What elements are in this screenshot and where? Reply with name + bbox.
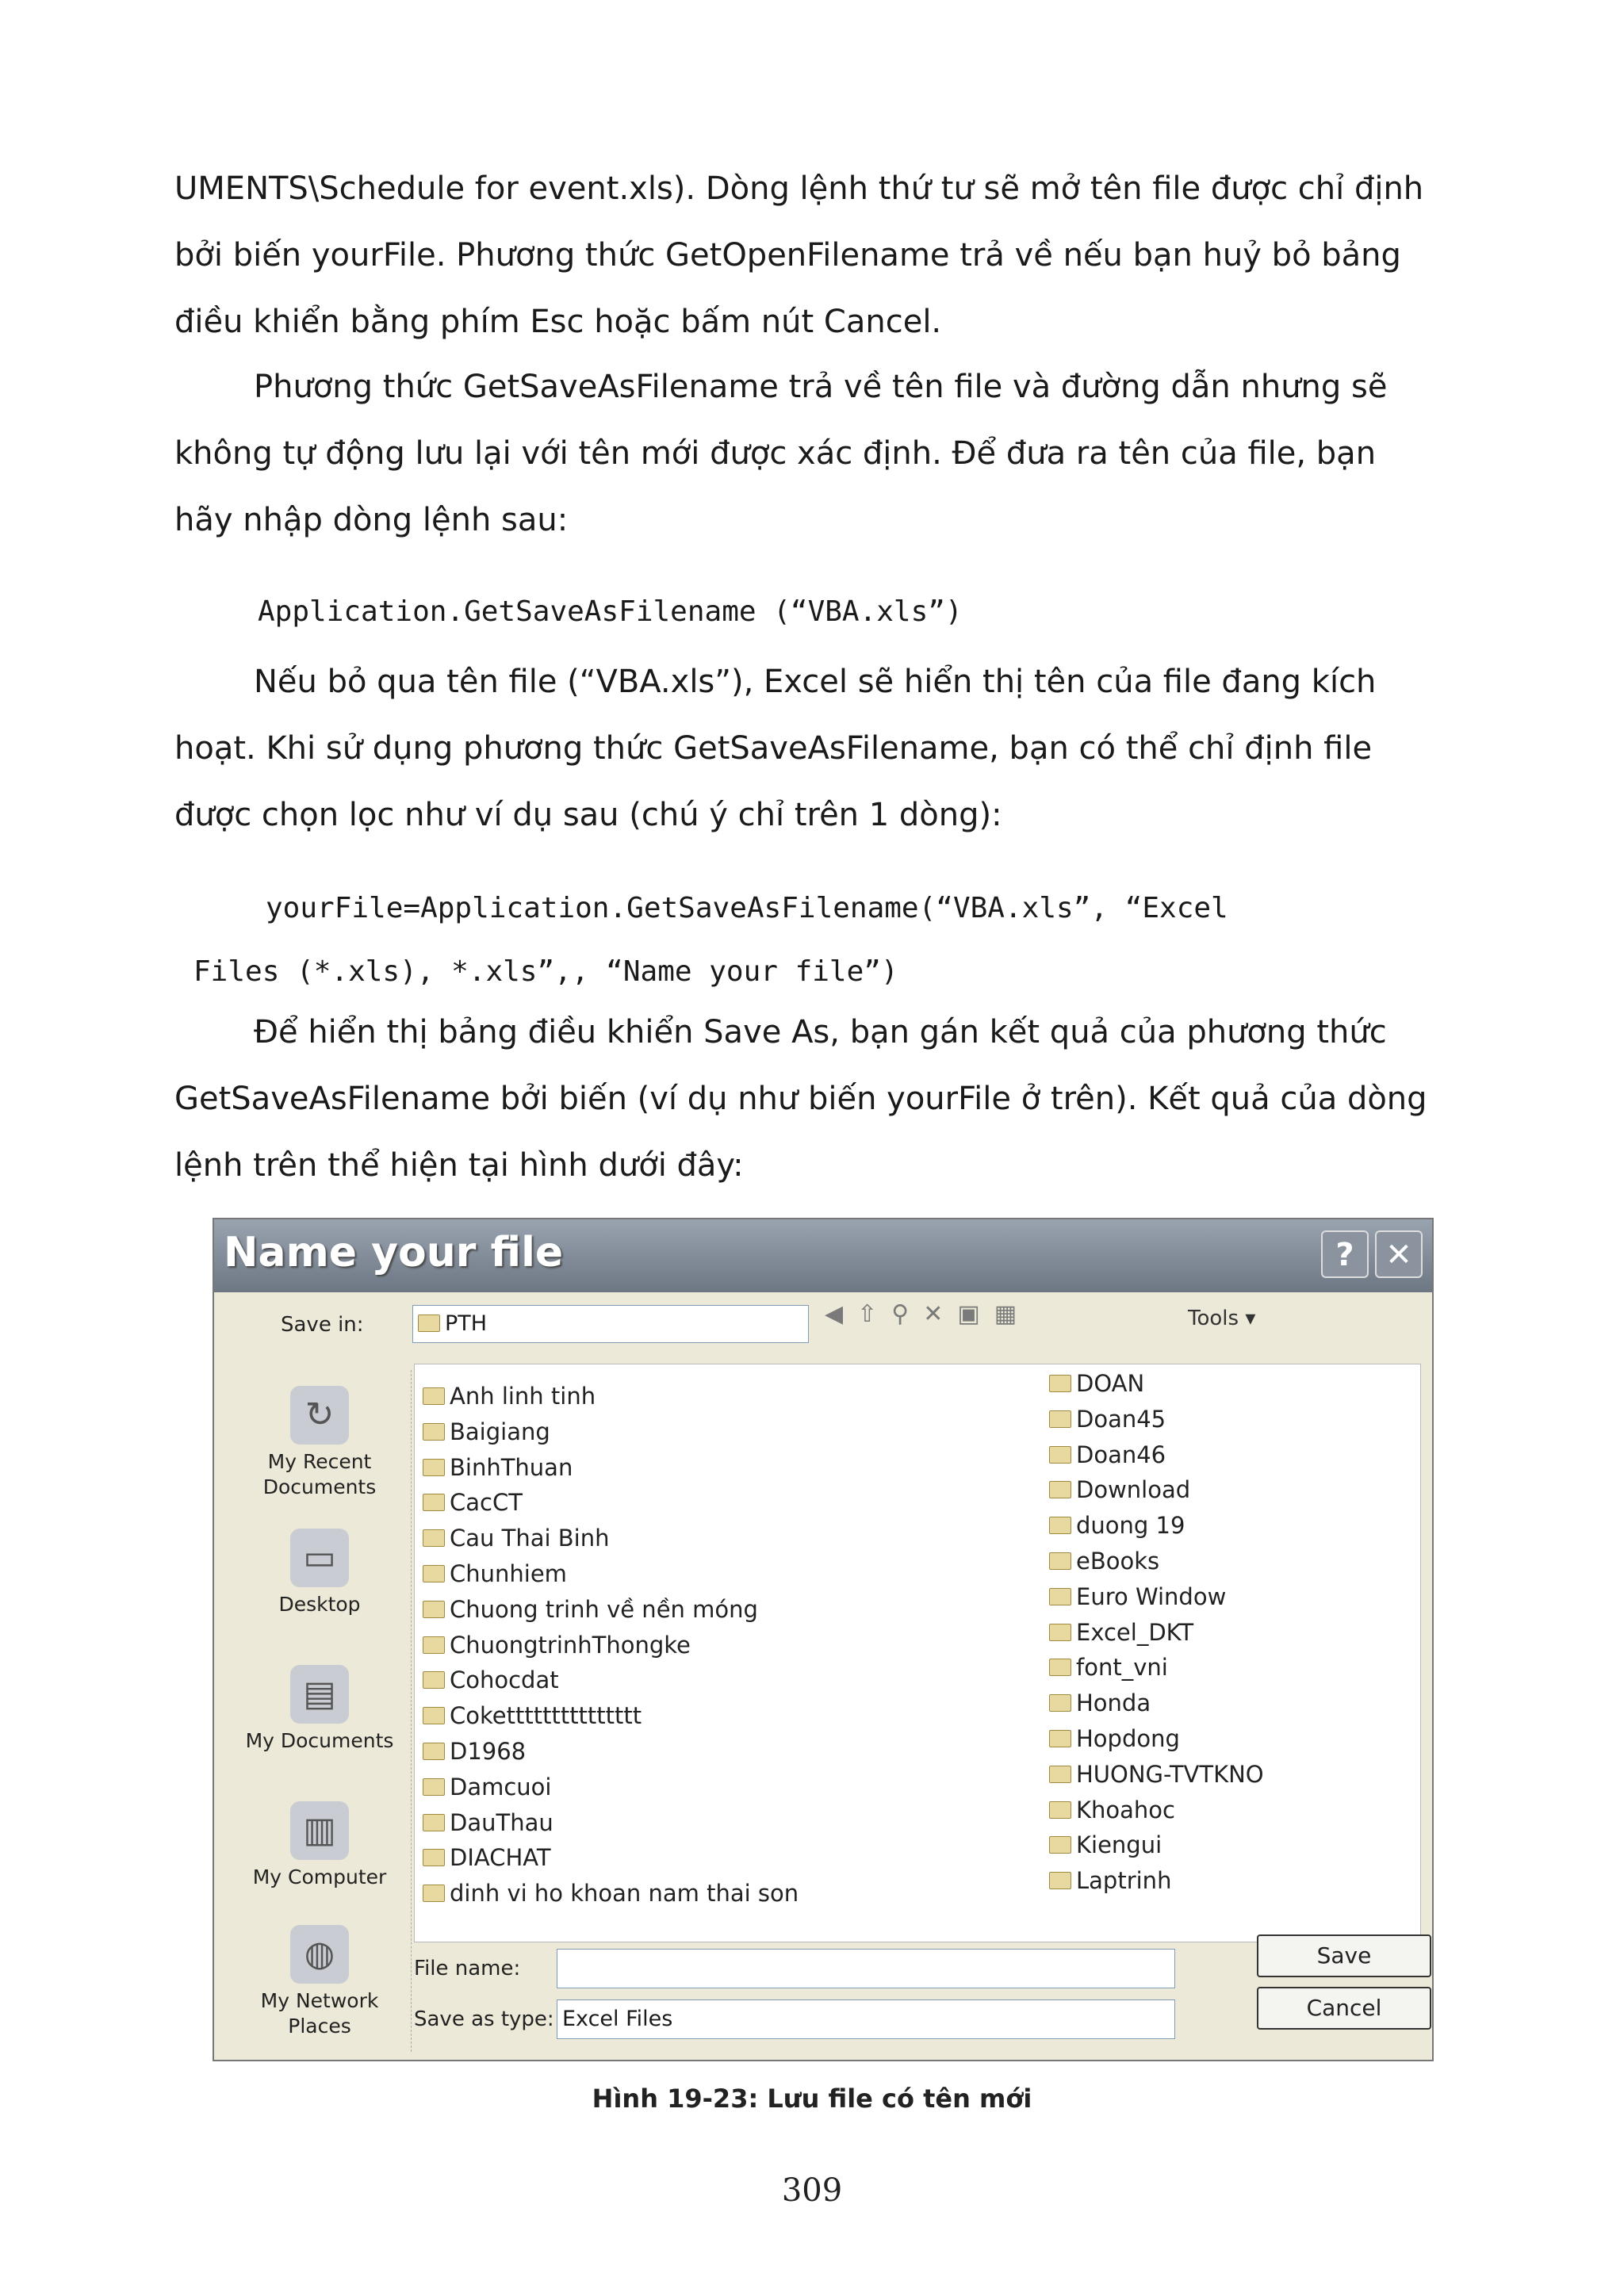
cancel-button[interactable]: Cancel xyxy=(1257,1987,1431,2030)
folder-item[interactable] xyxy=(423,1734,799,1770)
folder-name: Hopdong xyxy=(1076,1724,1180,1752)
folder-name: Download xyxy=(1076,1476,1191,1504)
network-places-icon: ◍ xyxy=(290,1925,349,1984)
folder-name: duong 19 xyxy=(1076,1512,1185,1540)
folder-name: Cokettttttttttttttt xyxy=(450,1702,642,1730)
folder-item[interactable] xyxy=(423,1876,799,1911)
folder-item[interactable] xyxy=(423,1592,799,1628)
folder-icon xyxy=(418,1314,440,1332)
folder-name: ChuongtrinhThongke xyxy=(450,1631,691,1659)
folder-item[interactable] xyxy=(423,1805,799,1841)
place-label: My Documents xyxy=(245,1729,394,1752)
folder-item[interactable] xyxy=(423,1414,799,1450)
file-list-column-right xyxy=(1049,1366,1264,1899)
folder-item[interactable] xyxy=(423,1556,799,1592)
folder-item[interactable] xyxy=(423,1663,799,1698)
paragraph-1: UMENTS\Schedule for event.xls). Dòng lệnh thứ tư sẽ mở tên file được chỉ định bởi biến yourFile. Phương thức GetOpenFilename trả về nếu bạn huỷ bỏ bảng điều khiển bằng phím Esc hoặc bấm nút Cancel. xyxy=(174,170,1424,340)
recent-documents-icon: ↻ xyxy=(290,1386,349,1445)
paragraph-3: Nếu bỏ qua tên file (“VBA.xls”), Excel sẽ hiển thị tên của file đang kích hoạt. Khi sử dụng phương thức GetSaveAsFilename, bạn có thể chỉ định file được chọn lọc như ví dụ sau (chú ý chỉ trên 1 dòng): xyxy=(174,664,1377,833)
folder-item[interactable] xyxy=(1049,1472,1264,1508)
folder-name: Baigiang xyxy=(450,1418,550,1445)
back-icon[interactable]: ◀ xyxy=(825,1300,858,1328)
folder-icon xyxy=(1049,1375,1071,1392)
folder-icon xyxy=(423,1529,445,1547)
place-label: My Computer xyxy=(252,1866,387,1888)
folder-item[interactable] xyxy=(1049,1650,1264,1686)
folder-icon xyxy=(1049,1872,1071,1889)
folder-name: DauThau xyxy=(450,1808,553,1836)
code-line-1: Application.GetSaveAsFilename (“VBA.xls”) xyxy=(258,595,963,628)
help-button[interactable]: ? xyxy=(1321,1230,1369,1278)
folder-name: Anh linh tinh xyxy=(450,1383,596,1410)
folder-name: Laptrinh xyxy=(1076,1867,1172,1895)
folder-item[interactable] xyxy=(1049,1544,1264,1579)
folder-icon xyxy=(423,1671,445,1689)
folder-item[interactable] xyxy=(1049,1579,1264,1615)
folder-name: dinh vi ho khoan nam thai son xyxy=(450,1880,799,1908)
folder-name: eBooks xyxy=(1076,1547,1160,1575)
folder-name: Doan45 xyxy=(1076,1405,1166,1433)
folder-item[interactable] xyxy=(423,1379,799,1414)
folder-item[interactable] xyxy=(423,1628,799,1663)
folder-name: Chunhiem xyxy=(450,1559,567,1587)
folder-name: Cau Thai Binh xyxy=(450,1525,610,1552)
folder-icon xyxy=(423,1636,445,1654)
folder-item[interactable] xyxy=(1049,1437,1264,1473)
save-in-row xyxy=(214,1292,1432,1359)
my-documents-icon: ▤ xyxy=(290,1665,349,1724)
folder-icon xyxy=(423,1601,445,1618)
place-label: Desktop xyxy=(278,1593,361,1616)
toolbar-icons xyxy=(825,1300,1031,1328)
code-line-2a: yourFile=Application.GetSaveAsFilename(“VBA.xls”, “Excel xyxy=(266,892,1228,924)
save-as-dialog xyxy=(213,1218,1434,2061)
folder-item[interactable] xyxy=(423,1698,799,1734)
folder-item[interactable] xyxy=(423,1521,799,1556)
folder-item[interactable] xyxy=(1049,1366,1264,1402)
code-line-2b: Files (*.xls), *.xls”,, “Name your file”) xyxy=(193,955,898,988)
folder-icon xyxy=(1049,1552,1071,1570)
save-as-type-dropdown[interactable] xyxy=(557,1999,1175,2039)
folder-name: Doan46 xyxy=(1076,1441,1166,1468)
place-my-computer[interactable] xyxy=(228,1801,411,1890)
file-list[interactable] xyxy=(414,1364,1421,1942)
paragraph-2: Phương thức GetSaveAsFilename trả về tên file và đường dẫn nhưng sẽ không tự động lưu lại với tên mới được xác định. Để đưa ra tên của file, bạn hãy nhập dòng lệnh sau: xyxy=(174,369,1388,538)
folder-name: CacCT xyxy=(450,1489,523,1517)
delete-icon[interactable]: ✕ xyxy=(923,1300,958,1328)
folder-icon xyxy=(1049,1836,1071,1854)
figure-caption: Hình 19-23: Lưu file có tên mới xyxy=(592,2084,1032,2114)
folder-icon xyxy=(423,1423,445,1441)
save-in-dropdown[interactable] xyxy=(412,1305,809,1343)
folder-name: Damcuoi xyxy=(450,1773,552,1800)
folder-name: Honda xyxy=(1076,1689,1151,1717)
folder-item[interactable] xyxy=(423,1840,799,1876)
folder-icon xyxy=(1049,1481,1071,1498)
folder-name: Khoahoc xyxy=(1076,1796,1175,1823)
place-my-recent-documents[interactable] xyxy=(228,1386,411,1500)
folder-icon xyxy=(423,1814,445,1831)
page-number: 309 xyxy=(781,2172,843,2209)
folder-item[interactable] xyxy=(423,1485,799,1521)
folder-icon xyxy=(423,1849,445,1866)
folder-icon xyxy=(423,1565,445,1582)
folder-icon xyxy=(1049,1624,1071,1641)
desktop-icon: ▭ xyxy=(290,1529,349,1587)
folder-icon xyxy=(423,1707,445,1724)
folder-name: Chuong trinh về nền móng xyxy=(450,1595,758,1623)
folder-icon xyxy=(423,1743,445,1760)
folder-icon xyxy=(423,1459,445,1476)
folder-icon xyxy=(423,1387,445,1405)
folder-name: Euro Window xyxy=(1076,1582,1227,1610)
save-as-type-row xyxy=(414,1998,1207,2039)
folder-name: DIACHAT xyxy=(450,1844,551,1872)
folder-icon xyxy=(423,1778,445,1796)
folder-item[interactable] xyxy=(1049,1615,1264,1651)
place-label: My Network Places xyxy=(260,1989,379,2038)
my-computer-icon: ▥ xyxy=(290,1801,349,1860)
folder-item[interactable] xyxy=(1049,1827,1264,1863)
save-in-value: PTH xyxy=(445,1311,488,1336)
folder-name: Excel_DKT xyxy=(1076,1618,1194,1646)
close-button[interactable]: ✕ xyxy=(1375,1230,1423,1278)
folder-icon xyxy=(1049,1446,1071,1464)
save-as-type-value: Excel Files xyxy=(562,2007,673,2031)
file-name-row xyxy=(414,1947,1207,1988)
search-icon[interactable]: ⚲ xyxy=(891,1300,924,1328)
folder-icon xyxy=(1049,1766,1071,1783)
folder-item[interactable] xyxy=(1049,1793,1264,1828)
folder-name: HUONG-TVTKNO xyxy=(1076,1760,1264,1788)
folder-name: font_vni xyxy=(1076,1654,1168,1682)
new-folder-icon[interactable]: ▣ xyxy=(957,1300,994,1328)
folder-icon xyxy=(423,1494,445,1511)
folder-icon xyxy=(1049,1588,1071,1605)
place-label: My Recent Documents xyxy=(262,1450,377,1498)
places-bar xyxy=(228,1370,412,2052)
folder-icon xyxy=(1049,1730,1071,1747)
tools-menu[interactable]: Tools ▾ xyxy=(1188,1307,1256,1330)
folder-name: BinhThuan xyxy=(450,1453,573,1481)
paragraph-4: Để hiển thị bảng điều khiển Save As, bạn gán kết quả của phương thức GetSaveAsFilename bởi biến (ví dụ như biến yourFile ở trên). Kết quả của dòng lệnh trên thể hiện tại hình dưới đây: xyxy=(174,1014,1427,1184)
folder-item[interactable] xyxy=(1049,1686,1264,1721)
place-desktop[interactable] xyxy=(228,1529,411,1617)
folder-item[interactable] xyxy=(423,1770,799,1805)
folder-item[interactable] xyxy=(1049,1757,1264,1793)
save-as-type-label: Save as type: xyxy=(414,2007,554,2031)
file-name-input[interactable] xyxy=(557,1949,1175,1988)
views-icon[interactable]: ▦ xyxy=(994,1300,1032,1328)
folder-item[interactable] xyxy=(423,1450,799,1486)
folder-icon xyxy=(1049,1801,1071,1819)
dialog-titlebar xyxy=(214,1219,1432,1292)
save-in-label: Save in: xyxy=(281,1313,364,1337)
folder-item[interactable] xyxy=(1049,1863,1264,1899)
folder-name: Cohocdat xyxy=(450,1667,559,1694)
folder-name: D1968 xyxy=(450,1737,527,1765)
file-list-column-left xyxy=(423,1379,799,1911)
folder-icon xyxy=(423,1885,445,1902)
folder-item[interactable] xyxy=(1049,1402,1264,1437)
folder-icon xyxy=(1049,1410,1071,1428)
folder-icon xyxy=(1049,1517,1071,1534)
folder-item[interactable] xyxy=(1049,1508,1264,1544)
folder-icon xyxy=(1049,1659,1071,1676)
folder-icon xyxy=(1049,1694,1071,1712)
folder-name: Kiengui xyxy=(1076,1831,1162,1859)
folder-item[interactable] xyxy=(1049,1721,1264,1757)
up-folder-icon[interactable]: ⇧ xyxy=(857,1300,892,1328)
place-my-documents[interactable] xyxy=(228,1665,411,1754)
save-button[interactable]: Save xyxy=(1257,1934,1431,1977)
place-my-network-places[interactable] xyxy=(228,1925,411,2039)
folder-name: DOAN xyxy=(1076,1370,1145,1397)
dialog-title: Name your file xyxy=(224,1229,564,1276)
file-name-label: File name: xyxy=(414,1957,521,1980)
